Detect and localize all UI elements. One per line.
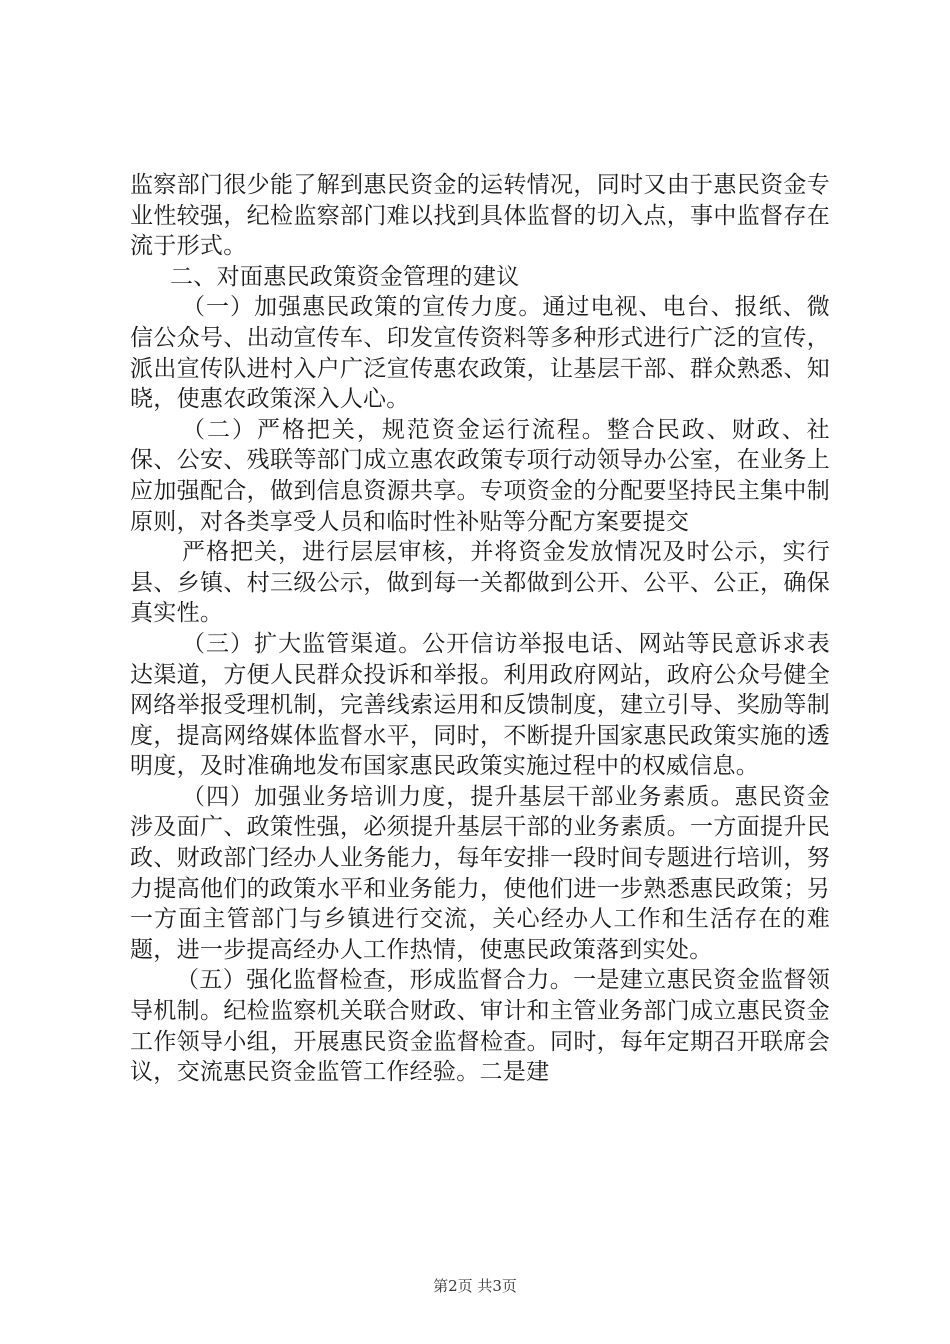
page-footer [0, 1275, 950, 1296]
section-heading: 二、对面惠民政策资金管理的建议 [170, 263, 520, 290]
paragraph-item-4: （四）加强业务培训力度，提升基层干部业务素质。惠民资金涉及面广、政策性强，必须提升基层干部的业务素质。一方面提升民政、财政部门经办人业务能力，每年安排一段时间专题进行培训，努力提高他们的政策水平和业务能力，使他们进一步熟悉惠民政策；另一方面主管部门与乡镇进行交流，关心经办人工作和生活存在的难题，进一步提高经办人工作热情，使惠民政策落到实处。 [130, 783, 830, 963]
page-number: 第2页 共3页 [433, 1277, 517, 1295]
paragraph-item-5: （五）强化监督检查，形成监督合力。一是建立惠民资金监督领导机制。纪检监察机关联合财政、审计和主管业务部门成立惠民资金工作领导小组，开展惠民资金监督检查。同时，每年定期召开联席会议，交流惠民资金监管工作经验。二是建 [130, 967, 830, 1086]
paragraph-item-3: （三）扩大监管渠道。公开信访举报电话、网站等民意诉求表达渠道，方便人民群众投诉和举报。利用政府网站，政府公众号健全网络举报受理机制，完善线索运用和反馈制度，建立引导、奖励等制度，提高网络媒体监督水平，同时，不断提升国家惠民政策实施的透明度，及时准确地发布国家惠民政策实施过程中的权威信息。 [130, 630, 830, 780]
paragraph-item-1: （一）加强惠民政策的宣传力度。通过电视、电台、报纸、微信公众号、出动宣传车、印发宣传资料等多种形式进行广泛的宣传，派出宣传队进村入户广泛宣传惠农政策，让基层干部、群众熟悉、知晓，使惠农政策深入人心。 [130, 294, 830, 413]
paragraph-continuation: 监察部门很少能了解到惠民资金的运转情况，同时又由于惠民资金专业性较强，纪检监察部门难以找到具体监督的切入点，事中监督存在流于形式。 [130, 172, 830, 260]
paragraph-item-2: （二）严格把关，规范资金运行流程。整合民政、财政、社保、公安、残联等部门成立惠农政策专项行动领导办公室，在业务上应加强配合，做到信息资源共享。专项资金的分配要坚持民主集中制原则，对各类享受人员和临时性补贴等分配方案要提交 [130, 416, 830, 535]
document-body [130, 170, 830, 1088]
paragraph-item-2-continued: 严格把关，进行层层审核，并将资金发放情况及时公示，实行县、乡镇、村三级公示，做到每一关都做到公开、公平、公正，确保真实性。 [130, 539, 830, 627]
